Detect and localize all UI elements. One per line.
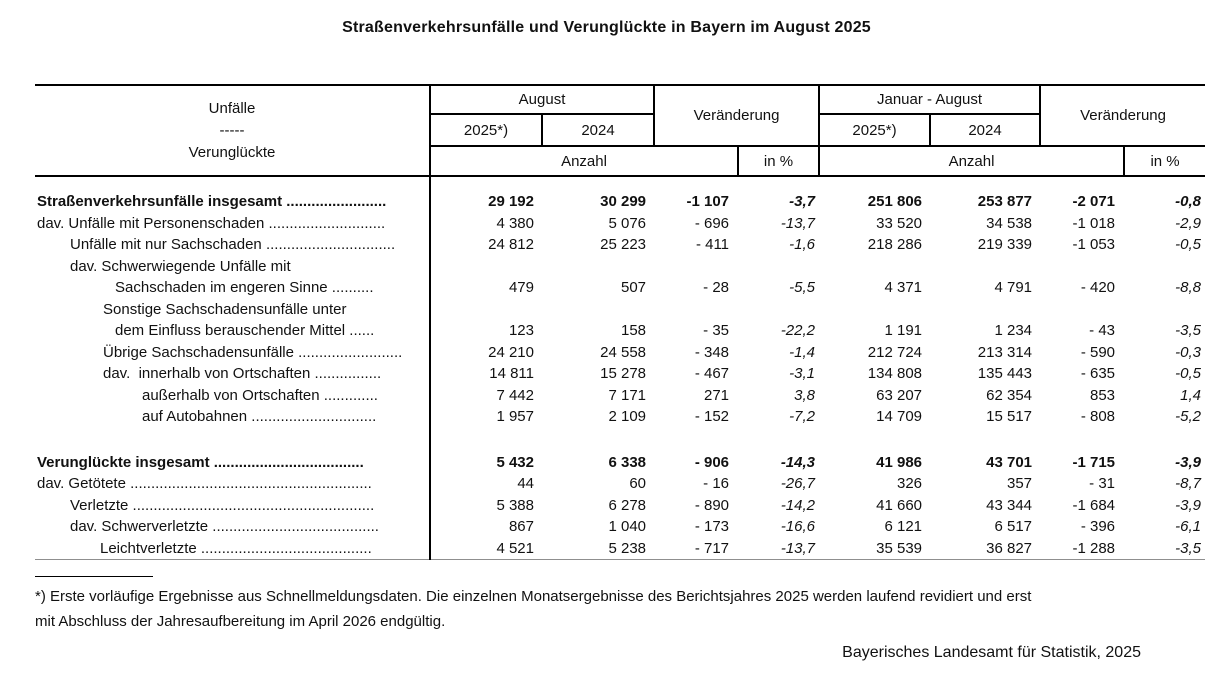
- value-cell: -8,7: [1175, 475, 1202, 492]
- value-cell: - 420: [1080, 279, 1116, 296]
- value-cell: 251 806: [867, 193, 923, 210]
- value-cell: - 43: [1089, 322, 1116, 339]
- col-header-anzahl-januar-august: Anzahl: [819, 146, 1124, 176]
- value-cell: - 173: [694, 518, 730, 535]
- col-header-2025-januar-august: 2025*): [819, 114, 930, 146]
- value-cell: -6,1: [1175, 518, 1202, 535]
- row-label: [35, 538, 430, 560]
- footnote-line-1: *) Erste vorläufige Ergebnisse aus Schnellmeldungsdaten. Die einzelnen Monatsergebnisse des Berichtsjahres 2025 werden laufend revidiert und erst: [35, 588, 1032, 605]
- value-cell: - 890: [694, 496, 730, 514]
- footnote: [35, 576, 1185, 634]
- value-cell: -1 288: [1072, 539, 1116, 557]
- col-header-veraenderung-januar-august: Veränderung: [1040, 85, 1205, 146]
- row-label: [35, 516, 430, 538]
- table-row: [35, 320, 1205, 342]
- value-cell: -1 684: [1072, 496, 1116, 514]
- table-row: [35, 473, 1205, 495]
- row-header-stub: [35, 85, 430, 176]
- value-cell: 41 986: [876, 453, 923, 471]
- value-cell: - 590: [1080, 343, 1116, 361]
- statistics-table-wrapper: [35, 84, 1205, 560]
- padding-row: [35, 176, 1205, 191]
- value-cell: 1 234: [994, 322, 1033, 339]
- value-cell: -2,9: [1175, 214, 1202, 232]
- value-cell: 4 371: [884, 279, 923, 296]
- value-cell: -1,6: [789, 236, 816, 253]
- row-label-text: Leichtverletzte .........................................: [100, 539, 372, 557]
- table-row: [35, 277, 1205, 299]
- value-cell: -5,5: [789, 279, 816, 296]
- stub-verunglueckte: Verunglückte: [188, 143, 276, 161]
- publisher-credit: Bayerisches Landesamt für Statistik, 2025: [842, 644, 1141, 661]
- value-cell: 6 121: [884, 518, 923, 535]
- value-cell: 1,4: [1180, 386, 1202, 404]
- value-cell: -14,2: [780, 496, 816, 514]
- col-header-in-percent-januar-august: in %: [1124, 146, 1205, 176]
- value-cell: -5,2: [1175, 408, 1202, 425]
- value-cell: 212 724: [867, 343, 923, 361]
- row-label: [35, 363, 430, 385]
- value-cell: 35 539: [876, 539, 923, 557]
- value-cell: 3,8: [794, 386, 816, 404]
- table-row: [35, 234, 1205, 256]
- value-cell: 24 558: [600, 343, 647, 361]
- value-cell: 7 171: [608, 386, 647, 404]
- value-cell: 25 223: [600, 236, 647, 253]
- table-row: [35, 516, 1205, 538]
- row-label-text: dav. Unfälle mit Personenschaden ............................: [37, 214, 386, 232]
- empty-cells: [430, 299, 1205, 321]
- value-cell: 867: [508, 518, 534, 535]
- footnote-rule: [35, 576, 153, 577]
- table-row: [35, 342, 1205, 364]
- row-label: [35, 452, 430, 474]
- table-row: [35, 363, 1205, 385]
- col-header-2024-januar-august: 2024: [930, 114, 1040, 146]
- value-cell: -8,8: [1175, 279, 1202, 296]
- value-cell: 14 811: [489, 365, 534, 382]
- row-label-text: Übrige Sachschadensunfälle .........................: [103, 343, 403, 361]
- row-label: [35, 406, 430, 428]
- table-row: [35, 538, 1205, 560]
- value-cell: - 635: [1080, 365, 1116, 382]
- value-cell: -3,5: [1175, 539, 1202, 557]
- value-cell: -22,2: [780, 322, 816, 339]
- col-header-anzahl-august: Anzahl: [430, 146, 738, 176]
- table-row: [35, 495, 1205, 517]
- value-cell: 253 877: [977, 193, 1033, 210]
- value-cell: 43 701: [986, 453, 1033, 471]
- empty-cells: [430, 256, 1205, 278]
- value-cell: -0,5: [1175, 236, 1202, 253]
- value-cell: 24 210: [488, 343, 534, 361]
- value-cell: 218 286: [867, 236, 923, 253]
- value-cell: -13,7: [780, 539, 816, 557]
- row-label-text: Sonstige Sachschadensunfälle unter: [103, 300, 347, 318]
- value-cell: -13,7: [780, 214, 816, 232]
- stub-divider: -----: [219, 121, 245, 139]
- value-cell: 63 207: [876, 386, 923, 404]
- value-cell: -1 715: [1072, 453, 1116, 471]
- value-cell: 24 812: [488, 236, 534, 253]
- value-cell: 34 538: [986, 214, 1033, 232]
- row-label: [35, 342, 430, 364]
- value-cell: 213 314: [977, 343, 1033, 361]
- value-cell: 14 709: [876, 408, 923, 425]
- table-row: [35, 385, 1205, 407]
- value-cell: 271: [703, 386, 730, 404]
- stub-unfaelle: Unfälle: [208, 99, 256, 117]
- value-cell: 43 344: [986, 496, 1033, 514]
- value-cell: 326: [896, 475, 923, 492]
- value-cell: 5 076: [608, 214, 647, 232]
- value-cell: -0,8: [1175, 193, 1202, 210]
- value-cell: 5 238: [608, 539, 647, 557]
- value-cell: 29 192: [488, 193, 534, 210]
- empty-cells: [430, 176, 1205, 191]
- table-row: [35, 191, 1205, 213]
- row-label-text: dav. Schwerwiegende Unfälle mit: [70, 257, 291, 275]
- value-cell: 5 432: [496, 453, 534, 471]
- value-cell: -1 107: [686, 193, 730, 210]
- row-label: [35, 473, 430, 495]
- value-cell: - 696: [694, 214, 730, 232]
- value-cell: - 348: [694, 343, 730, 361]
- value-cell: 853: [1090, 386, 1116, 404]
- row-label: [35, 277, 430, 299]
- row-label: [35, 299, 430, 321]
- row-label-text: Verunglückte insgesamt ....................................: [37, 453, 364, 471]
- row-label-text: Straßenverkehrsunfälle insgesamt ........................: [37, 193, 387, 210]
- col-header-veraenderung-august: Veränderung: [654, 85, 819, 146]
- value-cell: 479: [508, 279, 534, 296]
- row-label: [35, 191, 430, 213]
- header-row-1: [35, 85, 1205, 114]
- value-cell: 1 040: [608, 518, 647, 535]
- value-cell: 15 278: [600, 365, 647, 382]
- value-cell: -3,1: [789, 365, 816, 382]
- table-row: [35, 452, 1205, 474]
- col-header-in-percent-august: in %: [738, 146, 819, 176]
- value-cell: 33 520: [876, 214, 923, 232]
- table-row: [35, 406, 1205, 428]
- table-row: [35, 213, 1205, 235]
- value-cell: 135 443: [977, 365, 1033, 382]
- value-cell: - 717: [694, 539, 730, 557]
- value-cell: 6 278: [608, 496, 647, 514]
- value-cell: - 467: [694, 365, 730, 382]
- value-cell: 36 827: [986, 539, 1033, 557]
- value-cell: 158: [620, 322, 647, 339]
- row-label-text: Sachschaden im engeren Sinne ..........: [115, 279, 374, 296]
- table-row: [35, 299, 1205, 321]
- value-cell: 123: [508, 322, 534, 339]
- value-cell: 4 791: [994, 279, 1033, 296]
- value-cell: -7,2: [789, 408, 816, 425]
- value-cell: 4 521: [496, 539, 534, 557]
- value-cell: 44: [517, 475, 534, 492]
- value-cell: 15 517: [986, 408, 1033, 425]
- footnote-line-2: mit Abschluss der Jahresaufbereitung im April 2026 endgültig.: [35, 613, 446, 630]
- row-label-text: außerhalb von Ortschaften .............: [142, 386, 378, 404]
- col-header-august: August: [430, 85, 654, 114]
- value-cell: - 31: [1089, 475, 1116, 492]
- value-cell: -2 071: [1072, 193, 1116, 210]
- value-cell: -3,7: [789, 193, 816, 210]
- col-header-januar-august: Januar - August: [819, 85, 1040, 114]
- value-cell: 30 299: [600, 193, 647, 210]
- row-label: [35, 385, 430, 407]
- value-cell: -1 018: [1072, 214, 1116, 232]
- row-label: [35, 213, 430, 235]
- col-header-2024-august: 2024: [542, 114, 654, 146]
- value-cell: 1 957: [496, 408, 534, 425]
- value-cell: - 35: [703, 322, 730, 339]
- value-cell: -1 053: [1072, 236, 1116, 253]
- value-cell: 6 517: [994, 518, 1033, 535]
- value-cell: - 28: [703, 279, 730, 296]
- row-label: [35, 495, 430, 517]
- value-cell: 7 442: [496, 386, 534, 404]
- row-label: [35, 256, 430, 278]
- value-cell: 5 388: [496, 496, 534, 514]
- value-cell: 60: [629, 475, 647, 492]
- row-label: [35, 176, 430, 191]
- value-cell: - 906: [694, 453, 730, 471]
- value-cell: - 808: [1080, 408, 1116, 425]
- document-title: Straßenverkehrsunfälle und Verunglückte in Bayern im August 2025: [342, 19, 871, 36]
- value-cell: 4 380: [496, 214, 534, 232]
- row-label-text: dav. Schwerverletzte ........................................: [70, 518, 379, 535]
- empty-cells: [430, 428, 1205, 452]
- value-cell: -3,9: [1175, 496, 1202, 514]
- row-label-text: dem Einfluss berauschender Mittel ......: [115, 322, 375, 339]
- row-label-text: auf Autobahnen ..............................: [142, 408, 377, 425]
- value-cell: -26,7: [780, 475, 816, 492]
- table-row: [35, 256, 1205, 278]
- spacer-row: [35, 428, 1205, 452]
- value-cell: 357: [1007, 475, 1033, 492]
- row-label: [35, 428, 430, 452]
- row-label-text: dav. innerhalb von Ortschaften ................: [103, 365, 382, 382]
- value-cell: 6 338: [608, 453, 647, 471]
- row-label: [35, 320, 430, 342]
- value-cell: -14,3: [780, 453, 816, 471]
- table-body: [35, 176, 1205, 560]
- value-cell: -3,9: [1175, 453, 1202, 471]
- row-label: [35, 234, 430, 256]
- row-label-text: Unfälle mit nur Sachschaden ...............................: [70, 236, 396, 253]
- value-cell: 507: [620, 279, 647, 296]
- statistics-table: [35, 84, 1205, 560]
- value-cell: 1 191: [884, 322, 923, 339]
- value-cell: -1,4: [789, 343, 816, 361]
- value-cell: - 152: [694, 408, 730, 425]
- value-cell: 2 109: [608, 408, 647, 425]
- row-label-text: dav. Getötete ..........................................................: [37, 475, 372, 492]
- row-label-text: Verletzte ..........................................................: [70, 496, 375, 514]
- value-cell: - 16: [703, 475, 730, 492]
- value-cell: -16,6: [780, 518, 816, 535]
- value-cell: 41 660: [876, 496, 923, 514]
- value-cell: -0,5: [1175, 365, 1202, 382]
- col-header-2025-august: 2025*): [430, 114, 542, 146]
- value-cell: - 396: [1080, 518, 1116, 535]
- value-cell: -0,3: [1175, 343, 1202, 361]
- value-cell: - 411: [695, 236, 730, 253]
- value-cell: -3,5: [1175, 322, 1202, 339]
- value-cell: 134 808: [867, 365, 923, 382]
- value-cell: 62 354: [986, 386, 1033, 404]
- value-cell: 219 339: [977, 236, 1033, 253]
